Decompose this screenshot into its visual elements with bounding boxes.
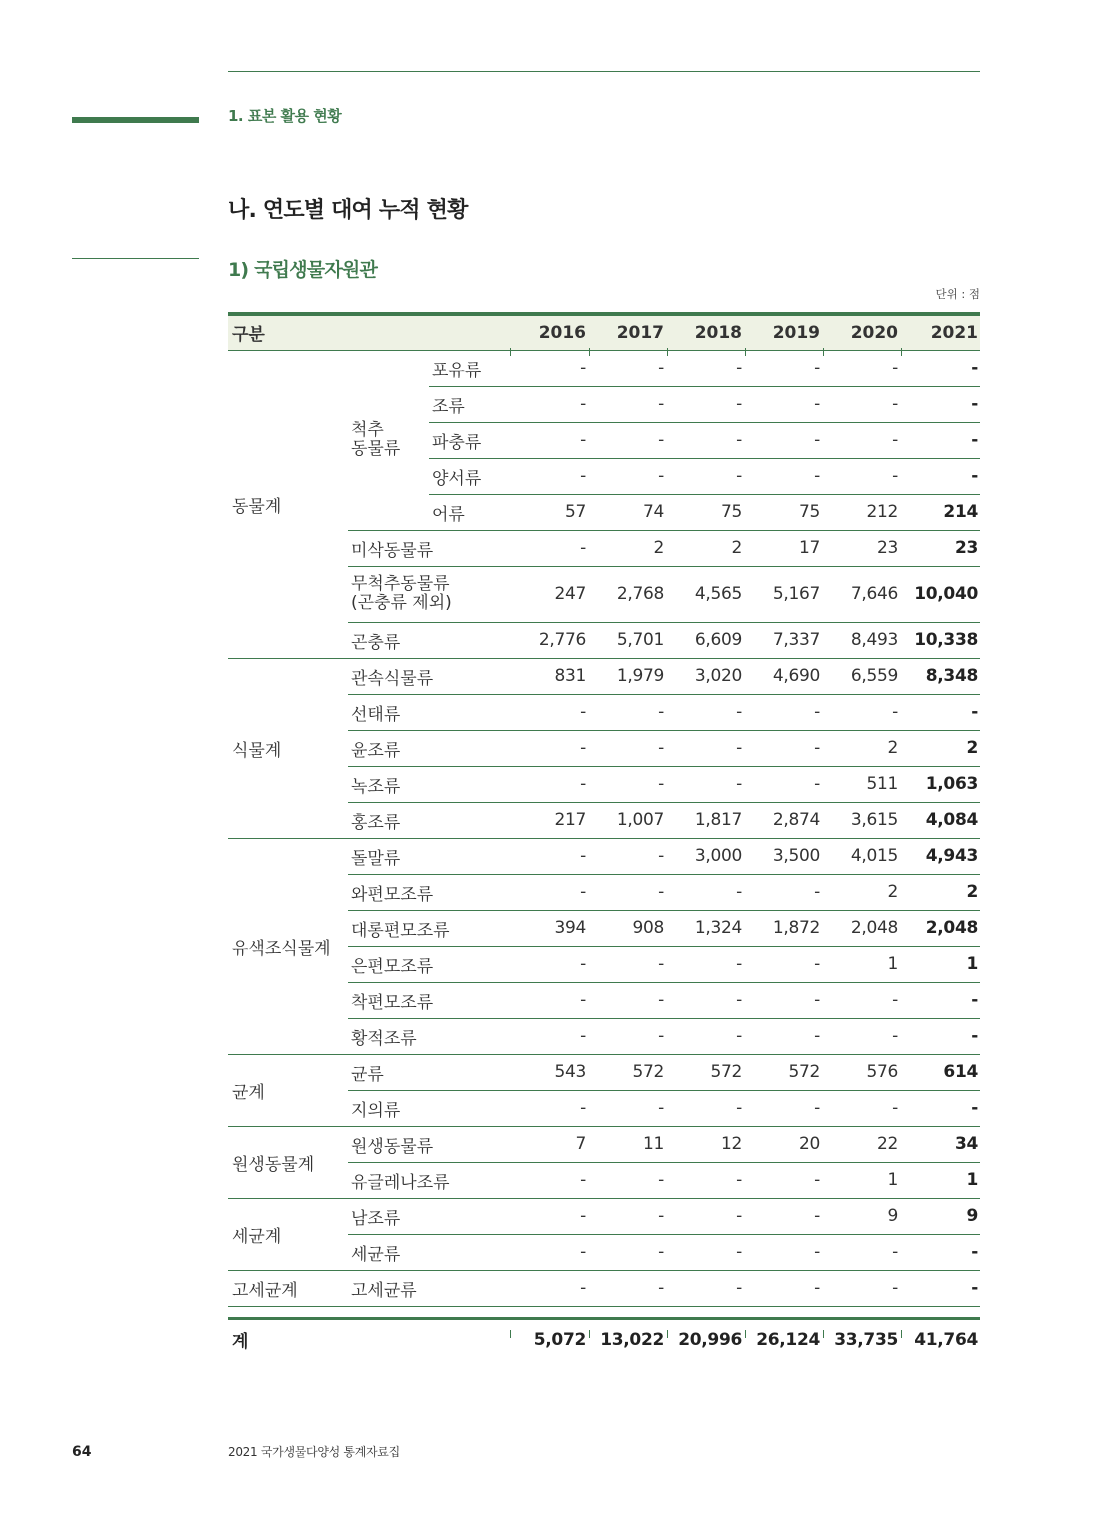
value-cell: 5,701: [588, 622, 666, 658]
value-cell: 22: [822, 1126, 900, 1162]
total-label: 계: [232, 1332, 249, 1352]
value-cell: -: [822, 982, 900, 1018]
value-cell: 6,559: [822, 658, 900, 694]
value-cell: 2,776: [510, 622, 588, 658]
header-year: 2019: [744, 314, 822, 350]
value-cell: -: [900, 982, 980, 1018]
value-cell: -: [744, 694, 822, 730]
value-cell: 1: [900, 946, 980, 982]
value-cell: -: [666, 386, 744, 422]
row-name: 미삭동물류: [348, 530, 510, 566]
value-cell: -: [588, 730, 666, 766]
loan-statistics-table: [228, 312, 980, 1360]
value-cell: 5,167: [744, 566, 822, 622]
value-cell: -: [744, 1018, 822, 1054]
row-name: 은편모조류: [348, 946, 510, 982]
value-cell: 212: [822, 494, 900, 530]
value-cell: -: [588, 386, 666, 422]
value-cell: -: [744, 1198, 822, 1234]
row-name: 선태류: [348, 694, 510, 730]
value-cell: 1,979: [588, 658, 666, 694]
value-cell: -: [822, 1234, 900, 1270]
value-cell: -: [666, 458, 744, 494]
value-cell: 6,609: [666, 622, 744, 658]
value-cell: -: [510, 694, 588, 730]
value-cell: -: [666, 422, 744, 458]
table-row: [228, 658, 980, 694]
tick-mark: [823, 348, 824, 356]
value-cell: 2: [900, 730, 980, 766]
value-cell: 4,565: [666, 566, 744, 622]
value-cell: -: [744, 730, 822, 766]
value-cell: 2: [822, 874, 900, 910]
value-cell: 75: [744, 494, 822, 530]
value-cell: 9: [900, 1198, 980, 1234]
value-cell: 3,615: [822, 802, 900, 838]
value-cell: -: [666, 946, 744, 982]
value-cell: -: [666, 1018, 744, 1054]
value-cell: -: [744, 1090, 822, 1126]
tick-mark: [901, 1330, 902, 1338]
group-label: 유색조식물계: [228, 838, 348, 1054]
value-cell: -: [744, 982, 822, 1018]
value-cell: -: [588, 946, 666, 982]
value-cell: -: [900, 458, 980, 494]
tick-mark: [745, 1330, 746, 1338]
value-cell: 10,040: [900, 566, 980, 622]
value-cell: -: [744, 386, 822, 422]
value-cell: 1: [900, 1162, 980, 1198]
value-cell: -: [666, 1162, 744, 1198]
row-name: 무척추동물류 (곤충류 제외): [348, 566, 510, 622]
value-cell: -: [900, 1090, 980, 1126]
value-cell: -: [510, 838, 588, 874]
row-name: 유글레나조류: [348, 1162, 510, 1198]
table-header-row: [228, 314, 980, 350]
value-cell: -: [588, 1198, 666, 1234]
table-row: [228, 1270, 980, 1306]
header-year: 2021: [900, 314, 980, 350]
value-cell: -: [900, 1234, 980, 1270]
value-cell: -: [666, 1234, 744, 1270]
row-name: 포유류: [429, 350, 510, 386]
group-label: 동물계: [228, 350, 348, 658]
value-cell: 3,000: [666, 838, 744, 874]
value-cell: 572: [744, 1054, 822, 1090]
value-cell: -: [666, 730, 744, 766]
section-label: 1. 표본 활용 현황: [228, 107, 342, 125]
value-cell: 7: [510, 1126, 588, 1162]
section-marker-bar: [72, 117, 199, 123]
value-cell: 214: [900, 494, 980, 530]
unit-label: 단위 : 점: [935, 287, 980, 301]
subheading-rule: [72, 258, 199, 259]
total-value-cell: 13,022: [600, 1329, 665, 1350]
total-divider: [228, 1306, 980, 1318]
table-row: [228, 838, 980, 874]
value-cell: 1,007: [588, 802, 666, 838]
total-value-cell: 41,764: [914, 1329, 979, 1350]
value-cell: 4,015: [822, 838, 900, 874]
value-cell: -: [744, 422, 822, 458]
value-cell: -: [510, 874, 588, 910]
value-cell: -: [744, 766, 822, 802]
value-cell: 11: [588, 1126, 666, 1162]
value-cell: -: [510, 1234, 588, 1270]
row-name: 착편모조류: [348, 982, 510, 1018]
value-cell: -: [510, 730, 588, 766]
tick-mark: [823, 1330, 824, 1338]
value-cell: 7,337: [744, 622, 822, 658]
value-cell: -: [588, 350, 666, 386]
value-cell: 2,874: [744, 802, 822, 838]
value-cell: 908: [588, 910, 666, 946]
header-tick-marks: [228, 348, 980, 356]
value-cell: -: [666, 766, 744, 802]
row-name: 대롱편모조류: [348, 910, 510, 946]
row-name: 파충류: [429, 422, 510, 458]
value-cell: 217: [510, 802, 588, 838]
value-cell: 23: [822, 530, 900, 566]
header-category: 구분: [228, 314, 510, 350]
value-cell: -: [510, 458, 588, 494]
total-value-cell: 5,072: [533, 1329, 587, 1350]
value-cell: -: [588, 1270, 666, 1306]
value-cell: -: [744, 874, 822, 910]
value-cell: -: [510, 982, 588, 1018]
value-cell: 34: [900, 1126, 980, 1162]
value-cell: -: [588, 1090, 666, 1126]
value-cell: -: [510, 530, 588, 566]
value-cell: -: [588, 1018, 666, 1054]
value-cell: 831: [510, 658, 588, 694]
value-cell: -: [822, 458, 900, 494]
value-cell: -: [744, 1270, 822, 1306]
value-cell: 511: [822, 766, 900, 802]
value-cell: -: [588, 982, 666, 1018]
value-cell: 1: [822, 946, 900, 982]
value-cell: -: [900, 422, 980, 458]
tick-mark: [901, 348, 902, 356]
value-cell: 572: [666, 1054, 744, 1090]
value-cell: 2,768: [588, 566, 666, 622]
row-name: 조류: [429, 386, 510, 422]
value-cell: 1: [822, 1162, 900, 1198]
value-cell: 75: [666, 494, 744, 530]
value-cell: 2: [900, 874, 980, 910]
value-cell: 23: [900, 530, 980, 566]
row-name: 관속식물류: [348, 658, 510, 694]
table-row: [228, 1126, 980, 1162]
value-cell: -: [900, 350, 980, 386]
tick-mark: [510, 348, 511, 356]
total-value-cell: 20,996: [678, 1329, 743, 1350]
value-cell: -: [510, 1090, 588, 1126]
header-year: 2020: [822, 314, 900, 350]
row-name: 고세균류: [348, 1270, 510, 1306]
table-row: [228, 1054, 980, 1090]
value-cell: 2: [588, 530, 666, 566]
value-cell: 1,063: [900, 766, 980, 802]
value-cell: -: [744, 1162, 822, 1198]
row-name: 돌말류: [348, 838, 510, 874]
value-cell: 4,943: [900, 838, 980, 874]
tick-mark: [667, 1330, 668, 1338]
group-label: 고세균계: [228, 1270, 348, 1306]
value-cell: 3,500: [744, 838, 822, 874]
value-cell: -: [588, 458, 666, 494]
value-cell: -: [510, 1018, 588, 1054]
tick-mark: [589, 348, 590, 356]
value-cell: -: [510, 1270, 588, 1306]
value-cell: -: [666, 1270, 744, 1306]
value-cell: -: [900, 386, 980, 422]
value-cell: 9: [822, 1198, 900, 1234]
page-number: 64: [72, 1444, 92, 1460]
value-cell: -: [822, 694, 900, 730]
value-cell: -: [510, 766, 588, 802]
value-cell: -: [510, 1162, 588, 1198]
value-cell: -: [588, 838, 666, 874]
row-name: 균류: [348, 1054, 510, 1090]
value-cell: -: [666, 982, 744, 1018]
value-cell: 7,646: [822, 566, 900, 622]
total-divider-cell: [228, 1306, 980, 1318]
value-cell: 1,872: [744, 910, 822, 946]
footer-tick-marks: [228, 1330, 980, 1338]
value-cell: 8,348: [900, 658, 980, 694]
value-cell: -: [744, 946, 822, 982]
table-row: [228, 1198, 980, 1234]
row-name: 윤조류: [348, 730, 510, 766]
row-name: 지의류: [348, 1090, 510, 1126]
value-cell: -: [822, 1270, 900, 1306]
group-label: 식물계: [228, 658, 348, 838]
value-cell: -: [744, 458, 822, 494]
value-cell: 394: [510, 910, 588, 946]
value-cell: 20: [744, 1126, 822, 1162]
value-cell: 4,690: [744, 658, 822, 694]
value-cell: -: [588, 1234, 666, 1270]
value-cell: 1,817: [666, 802, 744, 838]
value-cell: -: [666, 350, 744, 386]
row-name: 황적조류: [348, 1018, 510, 1054]
group-label: 균계: [228, 1054, 348, 1126]
value-cell: -: [900, 1270, 980, 1306]
row-name: 와편모조류: [348, 874, 510, 910]
value-cell: 247: [510, 566, 588, 622]
group-label: 세균계: [228, 1198, 348, 1270]
value-cell: -: [900, 694, 980, 730]
header-year: 2017: [588, 314, 666, 350]
value-cell: -: [822, 350, 900, 386]
value-cell: -: [588, 694, 666, 730]
value-cell: -: [510, 386, 588, 422]
value-cell: 1,324: [666, 910, 744, 946]
subheading: 1) 국립생물자원관: [228, 259, 377, 281]
value-cell: 10,338: [900, 622, 980, 658]
header-year: 2016: [510, 314, 588, 350]
value-cell: 2: [822, 730, 900, 766]
value-cell: 614: [900, 1054, 980, 1090]
value-cell: -: [588, 422, 666, 458]
header-year: 2018: [666, 314, 744, 350]
row-name: 남조류: [348, 1198, 510, 1234]
value-cell: -: [744, 350, 822, 386]
tick-mark: [667, 348, 668, 356]
value-cell: 3,020: [666, 658, 744, 694]
row-name: 녹조류: [348, 766, 510, 802]
value-cell: -: [510, 1198, 588, 1234]
value-cell: -: [666, 874, 744, 910]
value-cell: -: [822, 1090, 900, 1126]
value-cell: -: [510, 422, 588, 458]
row-name: 양서류: [429, 458, 510, 494]
value-cell: 576: [822, 1054, 900, 1090]
value-cell: -: [510, 350, 588, 386]
value-cell: -: [666, 694, 744, 730]
value-cell: 2,048: [822, 910, 900, 946]
tick-mark: [589, 1330, 590, 1338]
row-name: 원생동물류: [348, 1126, 510, 1162]
value-cell: -: [900, 1018, 980, 1054]
row-name: 세균류: [348, 1234, 510, 1270]
value-cell: 4,084: [900, 802, 980, 838]
total-value-cell: 26,124: [756, 1329, 821, 1350]
value-cell: -: [588, 1162, 666, 1198]
value-cell: 17: [744, 530, 822, 566]
value-cell: -: [822, 386, 900, 422]
value-cell: 572: [588, 1054, 666, 1090]
value-cell: 74: [588, 494, 666, 530]
footer-title: 2021 국가생물다양성 통계자료집: [228, 1445, 400, 1459]
value-cell: -: [822, 422, 900, 458]
total-row: [228, 1318, 980, 1360]
value-cell: 12: [666, 1126, 744, 1162]
value-cell: -: [666, 1198, 744, 1234]
group-label: 원생동물계: [228, 1126, 348, 1198]
tick-mark: [745, 348, 746, 356]
value-cell: 57: [510, 494, 588, 530]
row-name: 홍조류: [348, 802, 510, 838]
value-cell: -: [666, 1090, 744, 1126]
value-cell: -: [588, 766, 666, 802]
row-name: 곤충류: [348, 622, 510, 658]
value-cell: 2: [666, 530, 744, 566]
value-cell: 543: [510, 1054, 588, 1090]
value-cell: -: [822, 1018, 900, 1054]
value-cell: -: [588, 874, 666, 910]
subgroup-label: 척추 동물류: [348, 350, 429, 530]
value-cell: -: [510, 946, 588, 982]
total-value-cell: 33,735: [834, 1329, 899, 1350]
row-name: 어류: [429, 494, 510, 530]
value-cell: 8,493: [822, 622, 900, 658]
top-rule: [228, 71, 980, 72]
page-heading: 나. 연도별 대여 누적 현황: [228, 198, 468, 223]
tick-mark: [510, 1330, 511, 1338]
value-cell: -: [744, 1234, 822, 1270]
value-cell: 2,048: [900, 910, 980, 946]
